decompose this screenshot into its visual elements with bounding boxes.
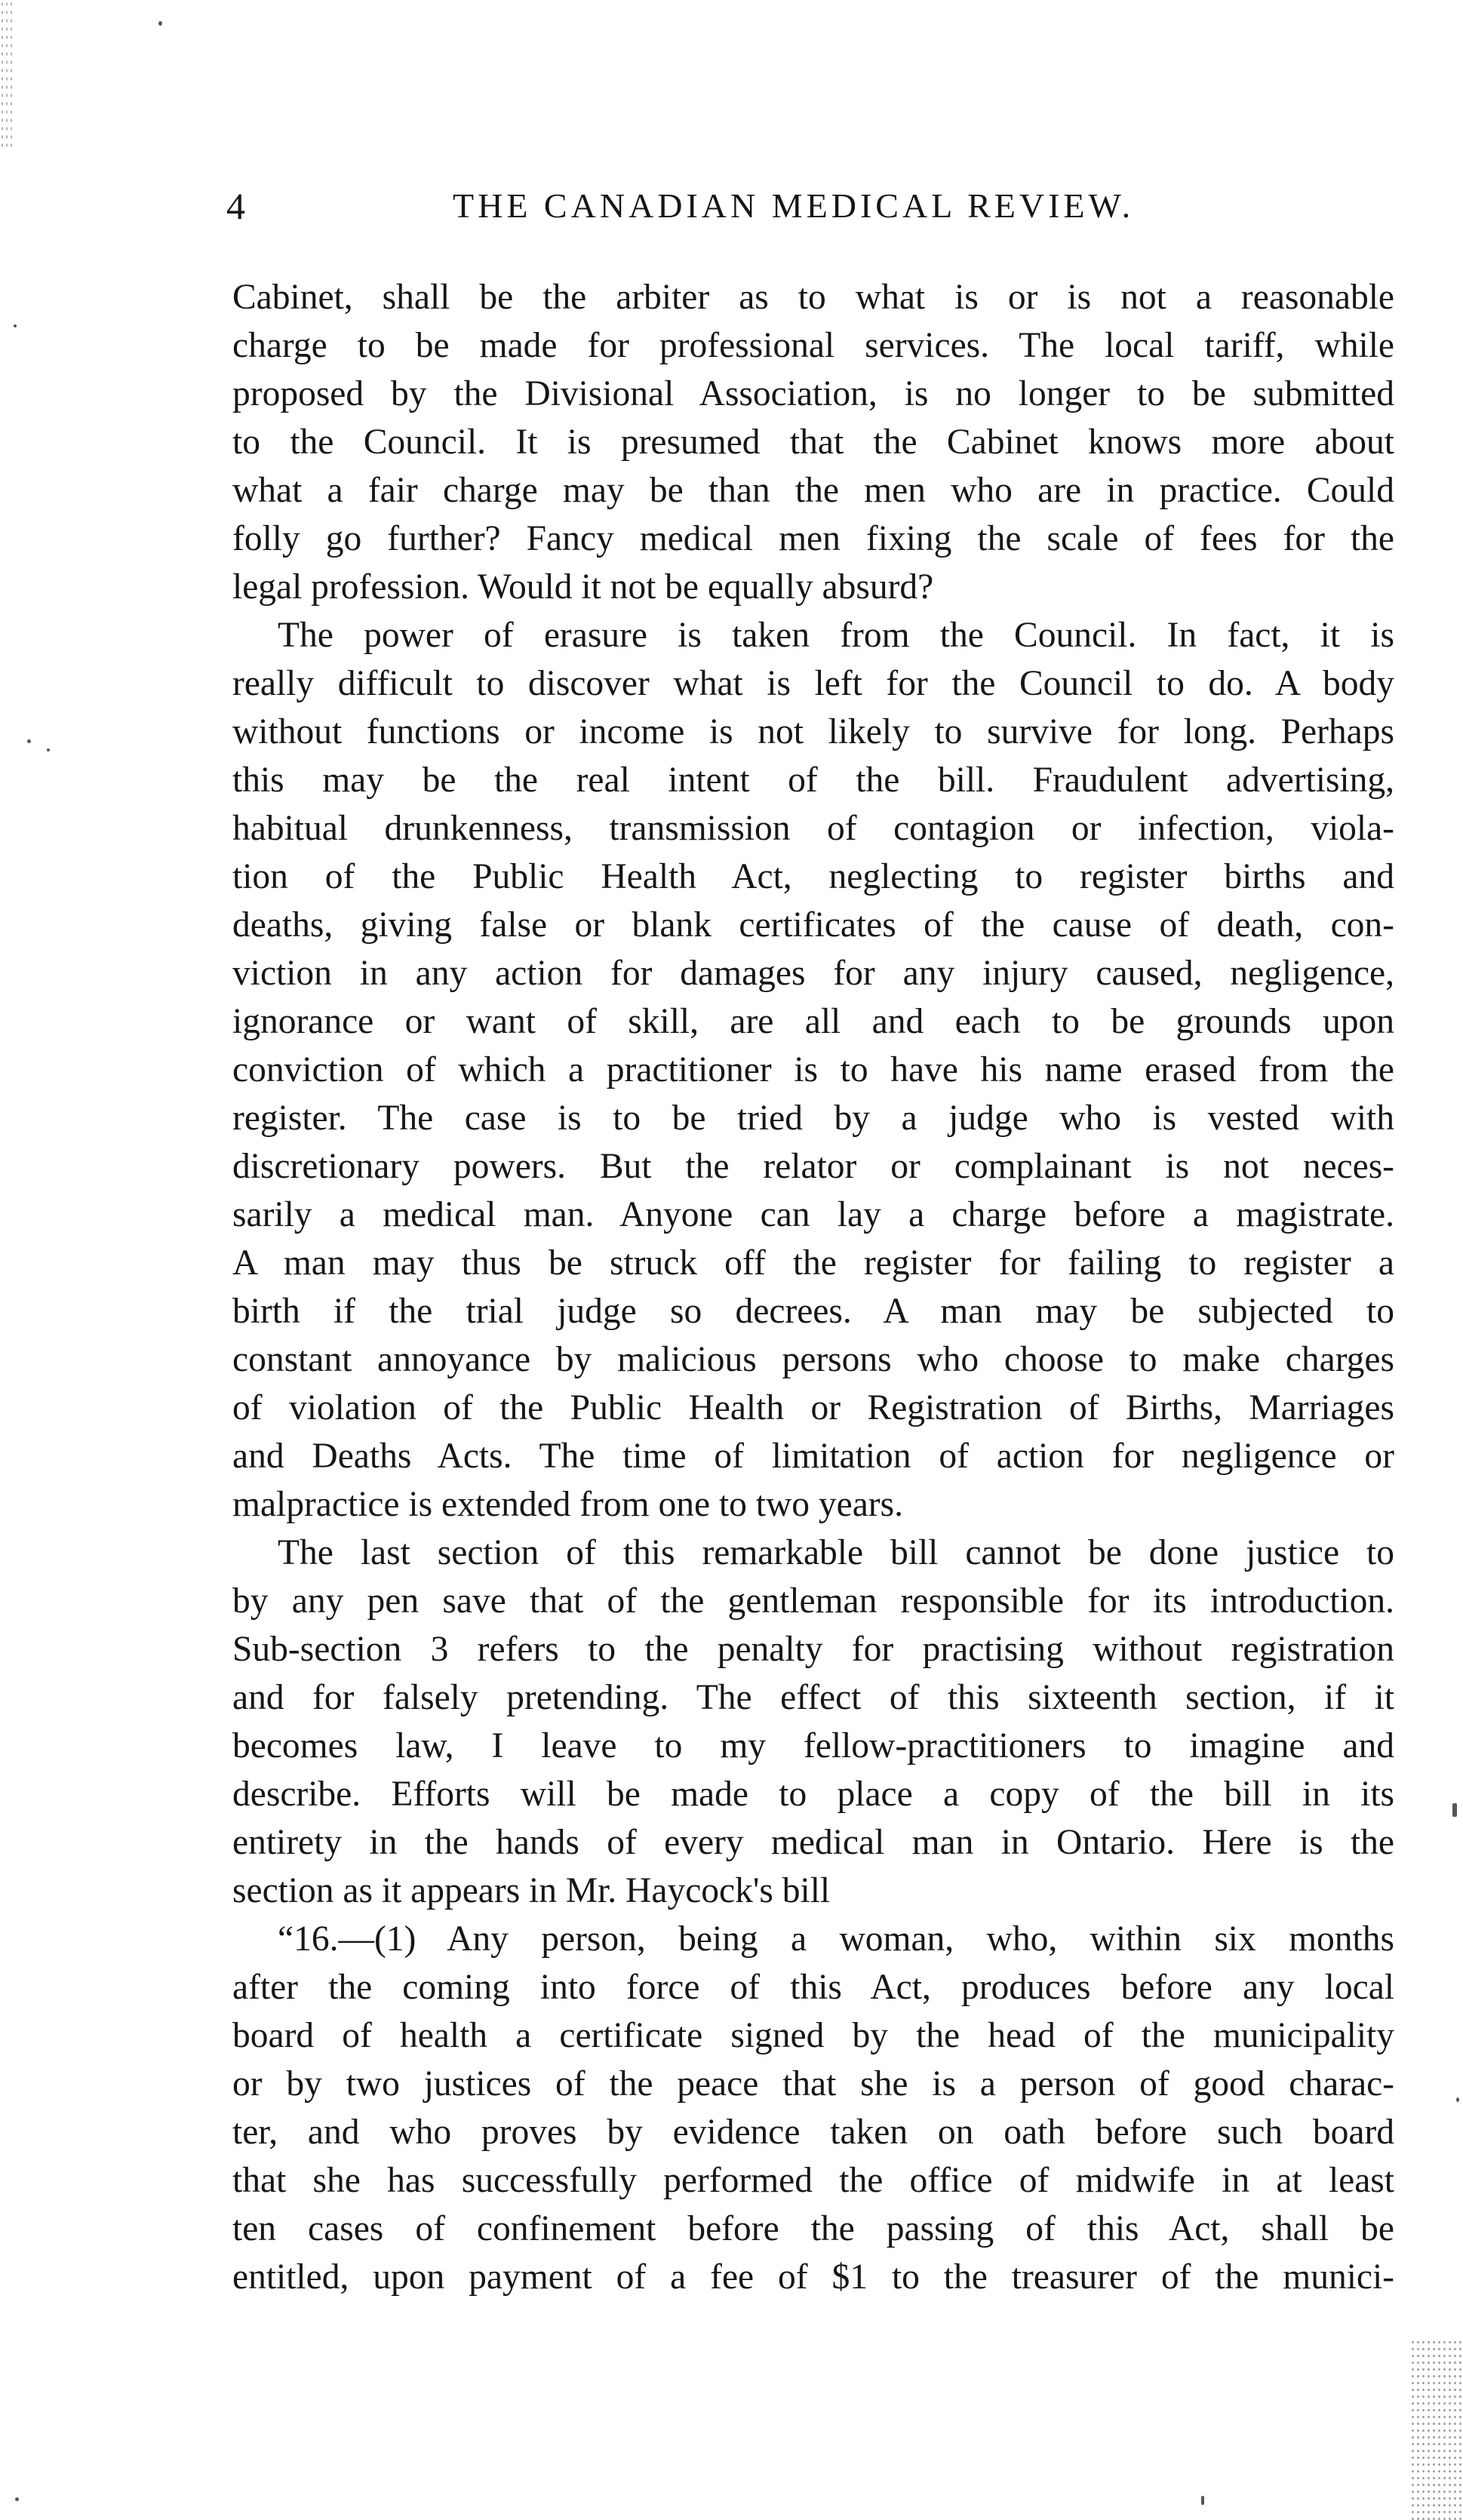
text-line: ten cases of confinement before the passing of this Act, shall be xyxy=(232,2209,1394,2248)
paragraph xyxy=(232,611,1394,1529)
text-line: this may be the real intent of the bill. Fraudulent advertising, xyxy=(232,761,1394,800)
text-line: discretionary powers. But the relator or complainant is not neces- xyxy=(232,1147,1394,1186)
text-line: sarily a medical man. Anyone can lay a charge before a magistrate. xyxy=(232,1195,1394,1234)
text-line: of violation of the Public Health or Registration of Births, Marriages xyxy=(232,1388,1394,1427)
text-line: proposed by the Divisional Association, is no longer to be submitted xyxy=(232,374,1394,413)
paragraph xyxy=(232,1915,1394,2301)
text-line: malpractice is extended from one to two years. xyxy=(232,1485,903,1524)
text-line: charge to be made for professional services. The local tariff, while xyxy=(232,326,1394,365)
text-line: section as it appears in Mr. Haycock's bill xyxy=(232,1871,831,1910)
text-line: A man may thus be struck off the register for failing to register a xyxy=(232,1243,1394,1283)
page-number: 4 xyxy=(226,185,245,227)
text-line: tion of the Public Health Act, neglecting to register births and xyxy=(232,857,1394,896)
paragraph xyxy=(232,1529,1394,1915)
text-line: viction in any action for damages for any injury caused, negligence, xyxy=(232,954,1394,993)
text-line: entitled, upon payment of a fee of $1 to the treasurer of the munici- xyxy=(232,2257,1394,2297)
text-line: conviction of which a practitioner is to have his name erased from the xyxy=(232,1050,1394,1089)
text-line: birth if the trial judge so decrees. A man may be subjected to xyxy=(232,1292,1394,1331)
text-line: ter, and who proves by evidence taken on oath before such board xyxy=(232,2113,1394,2152)
text-line: after the coming into force of this Act, produces before any local xyxy=(232,1968,1394,2007)
text-line: and Deaths Acts. The time of limitation of action for negligence or xyxy=(232,1437,1394,1476)
text-line: to the Council. It is presumed that the Cabinet knows more about xyxy=(232,423,1394,462)
text-line: what a fair charge may be than the men who are in practice. Could xyxy=(232,471,1394,510)
body-text xyxy=(232,273,1394,2301)
text-line: register. The case is to be tried by a judge who is vested with xyxy=(232,1099,1394,1138)
text-line: board of health a certificate signed by the head of the municipality xyxy=(232,2016,1394,2055)
text-line: without functions or income is not likely to survive for long. Perhaps xyxy=(232,712,1394,751)
text-line: or by two justices of the peace that she is a person of good charac- xyxy=(232,2064,1394,2104)
text-line: entirety in the hands of every medical man in Ontario. Here is the xyxy=(232,1823,1394,1862)
text-line: and for falsely pretending. The effect of this sixteenth section, if it xyxy=(232,1678,1394,1717)
scan-speck xyxy=(1456,2097,1459,2102)
scan-speck xyxy=(47,748,50,751)
scan-noise-right xyxy=(1410,2339,1463,2520)
text-line: constant annoyance by malicious persons who choose to make charges xyxy=(232,1340,1394,1379)
scan-speck xyxy=(15,2497,19,2501)
text-line: really difficult to discover what is left for the Council to do. A body xyxy=(232,664,1394,703)
text-line: that she has successfully performed the office of midwife in at least xyxy=(232,2161,1394,2200)
scan-speck xyxy=(27,739,31,743)
scan-speck xyxy=(158,21,162,26)
text-line: by any pen save that of the gentleman responsible for its introduction. xyxy=(232,1581,1394,1621)
text-line: ignorance or want of skill, are all and each to be grounds upon xyxy=(232,1002,1394,1041)
scan-speck xyxy=(1452,1803,1457,1817)
scan-speck xyxy=(1201,2496,1204,2505)
text-line: Sub-section 3 refers to the penalty for practising without registration xyxy=(232,1630,1394,1669)
scan-speck xyxy=(14,324,17,327)
text-line: folly go further? Fancy medical men fixing the scale of fees for the xyxy=(232,519,1394,558)
text-line: The power of erasure is taken from the Council. In fact, it is xyxy=(278,616,1394,655)
text-line: describe. Efforts will be made to place a copy of the bill in its xyxy=(232,1775,1394,1814)
text-line: Cabinet, shall be the arbiter as to what is or is not a reasonable xyxy=(232,278,1394,317)
paragraph xyxy=(232,273,1394,611)
text-line: legal profession. Would it not be equally absurd? xyxy=(232,567,934,607)
text-line: “16.—(1) Any person, being a woman, who, within six months xyxy=(278,1919,1394,1959)
running-head: THE CANADIAN MEDICAL REVIEW. xyxy=(453,186,1135,225)
text-line: deaths, giving false or blank certificates of the cause of death, con- xyxy=(232,905,1394,945)
text-line: becomes law, I leave to my fellow-practitioners to imagine and xyxy=(232,1726,1394,1766)
scan-noise-left xyxy=(0,0,14,151)
text-line: The last section of this remarkable bill cannot be done justice to xyxy=(278,1533,1394,1572)
text-line: habitual drunkenness, transmission of contagion or infection, viola- xyxy=(232,809,1394,848)
